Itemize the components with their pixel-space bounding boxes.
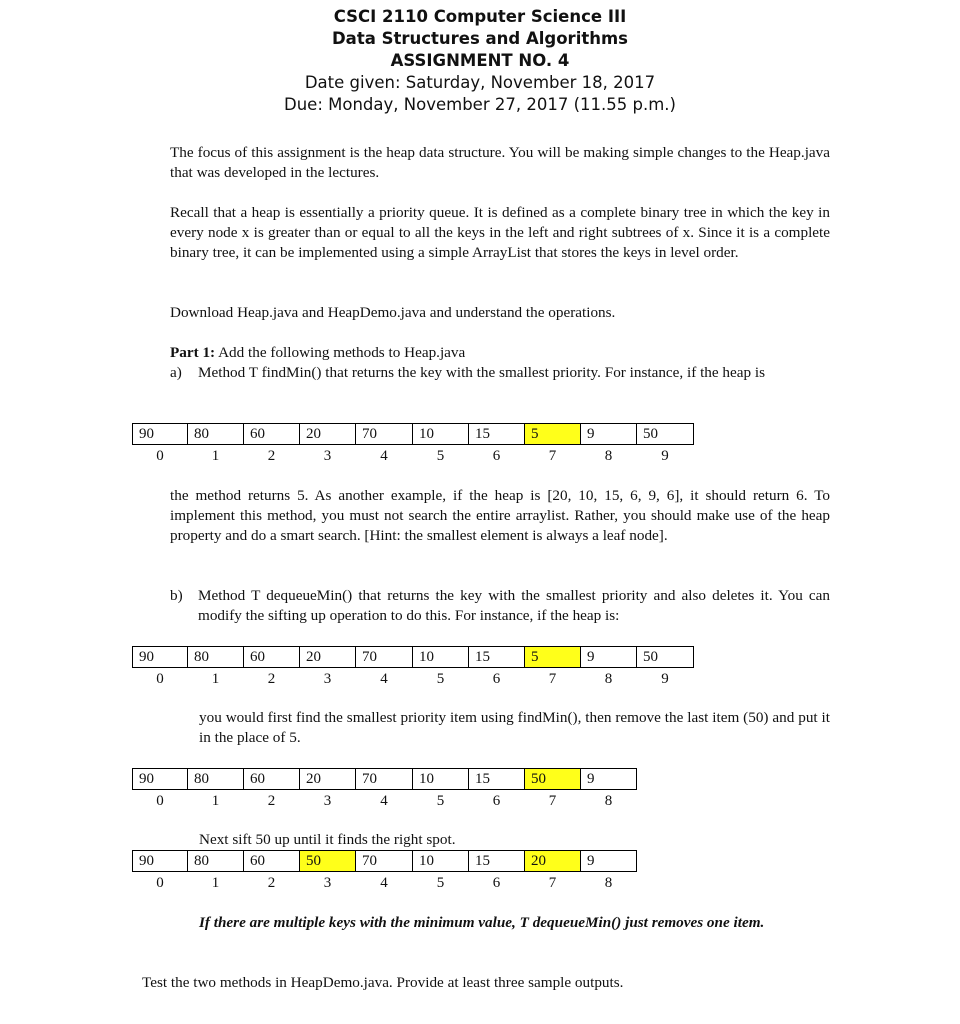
item-b-text: Method T dequeueMin() that returns the key with the smallest priority and also deletes it. You can modify the sifting up operation to do this. For instance, if the heap is: (198, 587, 830, 624)
array-index: 3 (323, 670, 332, 687)
array-cell: 20 (300, 647, 356, 668)
array-table (132, 646, 694, 690)
array-index: 8 (604, 874, 613, 891)
array-cell: 10 (413, 647, 469, 668)
array-index: 1 (211, 792, 220, 809)
array-cell: 20 (300, 769, 356, 790)
item-a-marker: a) (170, 364, 182, 381)
array-cell: 80 (188, 851, 244, 872)
array-index: 0 (156, 792, 164, 809)
focus-paragraph: The focus of this assignment is the heap data structure. You will be making simple changes to the Heap.java that was developed in the lectures. (170, 144, 830, 181)
array-cell: 70 (356, 647, 413, 668)
array-index: 8 (604, 670, 613, 687)
course-title: CSCI 2110 Computer Science III (333, 7, 627, 26)
array-cell: 15 (469, 424, 525, 445)
array-index: 1 (211, 874, 220, 891)
array-index: 4 (380, 792, 388, 809)
array-cell: 90 (133, 424, 188, 445)
item-a (170, 363, 830, 383)
test-paragraph: Test the two methods in HeapDemo.java. Provide at least three sample outputs. (142, 974, 624, 991)
array-index: 6 (492, 874, 501, 891)
array-cell: 5 (525, 647, 581, 668)
array-index: 6 (492, 670, 501, 687)
array-cell: 60 (244, 424, 300, 445)
array-cell: 50 (300, 851, 356, 872)
array-index: 6 (492, 447, 501, 464)
array-cell: 10 (413, 851, 469, 872)
array-index: 8 (604, 792, 613, 809)
array-cell: 50 (525, 769, 581, 790)
array-index: 7 (548, 447, 557, 464)
part1-heading (170, 343, 830, 363)
due-date: Due: Monday, November 27, 2017 (11.55 p.m.) (284, 95, 676, 114)
array-cell: 80 (188, 769, 244, 790)
array-cell: 9 (581, 851, 637, 872)
array-index: 4 (380, 447, 388, 464)
array-cell: 60 (244, 769, 300, 790)
note-paragraph: If there are multiple keys with the minimum value, T dequeueMin() just removes one item. (199, 914, 765, 931)
array-index: 2 (267, 670, 276, 687)
document-header (0, 6, 960, 116)
array-index: 5 (436, 670, 445, 687)
array-cell: 70 (356, 851, 413, 872)
item-a-after: the method returns 5. As another example, if the heap is [20, 10, 15, 6, 9, 6], it should return 6. To implement this method, you must not search the entire arraylist. Rather, you should make use of the heap property and do a smart search. [Hint: the smallest element is always a leaf node]. (170, 487, 830, 544)
array-cell: 50 (637, 424, 694, 445)
array-index: 7 (548, 670, 557, 687)
array-index: 3 (323, 792, 332, 809)
array-index: 3 (323, 874, 332, 891)
array-cell: 15 (469, 647, 525, 668)
heap-array-3 (132, 768, 637, 812)
item-b-after: you would first find the smallest priority item using findMin(), then remove the last item (50) and put it in the place of 5. (199, 709, 830, 746)
part1-label: Part 1: (170, 344, 216, 361)
array-index: 1 (211, 670, 220, 687)
array-table (132, 768, 637, 812)
item-b-marker: b) (170, 587, 183, 604)
array-index: 6 (492, 792, 501, 809)
array-cell: 5 (525, 424, 581, 445)
array-index: 2 (267, 792, 276, 809)
array-table (132, 850, 637, 894)
array-cell: 10 (413, 424, 469, 445)
array-cell: 9 (581, 647, 637, 668)
array-index: 4 (380, 670, 388, 687)
date-given: Date given: Saturday, November 18, 2017 (304, 73, 656, 92)
array-index: 1 (211, 447, 220, 464)
heap-array-1 (132, 423, 694, 467)
heap-array-4 (132, 850, 637, 894)
array-index: 9 (661, 670, 669, 687)
array-table (132, 423, 694, 467)
item-b (170, 586, 830, 626)
array-cell: 80 (188, 424, 244, 445)
array-cell: 15 (469, 769, 525, 790)
array-cell: 20 (300, 424, 356, 445)
array-cell: 20 (525, 851, 581, 872)
array-cell: 10 (413, 769, 469, 790)
array-index: 0 (156, 670, 164, 687)
array-index: 2 (267, 447, 276, 464)
array-cell: 70 (356, 769, 413, 790)
heap-array-2 (132, 646, 694, 690)
array-index: 8 (604, 447, 613, 464)
array-index: 7 (548, 874, 557, 891)
array-index: 2 (267, 874, 276, 891)
sift-text: Next sift 50 up until it finds the right spot. (199, 831, 456, 848)
array-index: 5 (436, 792, 445, 809)
array-cell: 60 (244, 851, 300, 872)
array-index: 4 (380, 874, 388, 891)
array-cell: 90 (133, 647, 188, 668)
course-subtitle: Data Structures and Algorithms (331, 29, 628, 48)
recall-paragraph: Recall that a heap is essentially a priority queue. It is defined as a complete binary tree in which the key in every node x is greater than or equal to all the keys in the left and right subtrees of x. Since it is a complete binary tree, it can be implemented using a simple ArrayList that stores the keys in level order. (170, 204, 830, 261)
array-cell: 90 (133, 769, 188, 790)
array-cell: 50 (637, 647, 694, 668)
array-cell: 9 (581, 424, 637, 445)
part1-text: Add the following methods to Heap.java (218, 344, 466, 361)
item-a-text: Method T findMin() that returns the key with the smallest priority. For instance, if the heap is (198, 364, 766, 381)
array-index: 0 (156, 447, 164, 464)
array-cell: 9 (581, 769, 637, 790)
array-index: 7 (548, 792, 557, 809)
array-cell: 15 (469, 851, 525, 872)
assignment-title: ASSIGNMENT NO. 4 (390, 51, 570, 70)
array-cell: 90 (133, 851, 188, 872)
download-paragraph: Download Heap.java and HeapDemo.java and understand the operations. (170, 304, 616, 321)
array-index: 3 (323, 447, 332, 464)
array-cell: 80 (188, 647, 244, 668)
array-cell: 60 (244, 647, 300, 668)
array-index: 5 (436, 874, 445, 891)
array-index: 5 (436, 447, 445, 464)
array-index: 9 (661, 447, 669, 464)
array-index: 0 (156, 874, 164, 891)
array-cell: 70 (356, 424, 413, 445)
